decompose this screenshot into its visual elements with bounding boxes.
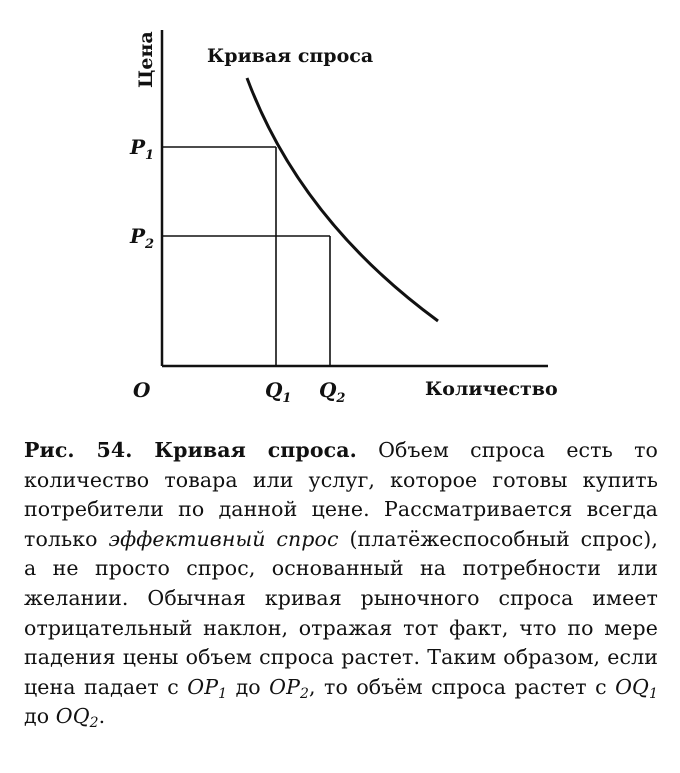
p2-label: $P_2$ <box>130 224 155 252</box>
caption-op1: OP1 <box>187 674 228 702</box>
q2-label: $Q_2$ <box>319 378 346 406</box>
caption-oq1: OQ1 <box>615 674 658 702</box>
origin-label: O <box>133 378 151 402</box>
y-axis-label: Цена <box>135 31 157 88</box>
caption-text-2: (платёжеспособный спрос), а не просто спрос, основанный на потребности или желании. Обычная кривая рыночного спроса имеет отрицательный наклон, отражая тот факт, что по мере падения цены объем спроса растет. Таким образом, если цена падает с <box>24 526 658 699</box>
caption-oq2: OQ2 <box>55 704 99 732</box>
caption-text-5: до <box>24 704 50 729</box>
caption-op2: OP2 <box>269 674 309 702</box>
p1-label: $P_1$ <box>130 135 155 163</box>
figure-caption <box>24 436 658 732</box>
caption-text-3: до <box>235 674 261 699</box>
caption-title: Рис. 54. Кривая спроса. <box>24 438 357 462</box>
caption-text-4: , то объём спроса растет с <box>309 674 607 699</box>
q1-label: $Q_1$ <box>265 378 292 406</box>
caption-italic-term: эффективный спрос <box>108 526 339 551</box>
curve-label: Кривая спроса <box>207 45 374 67</box>
x-axis-label: Количество <box>425 378 558 400</box>
caption-end: . <box>98 704 106 729</box>
caption-text-1: Объем спроса есть то количество товара или услуг, которое готовы купить потребители по данной цене. Рассматривается всегда только <box>24 438 658 551</box>
